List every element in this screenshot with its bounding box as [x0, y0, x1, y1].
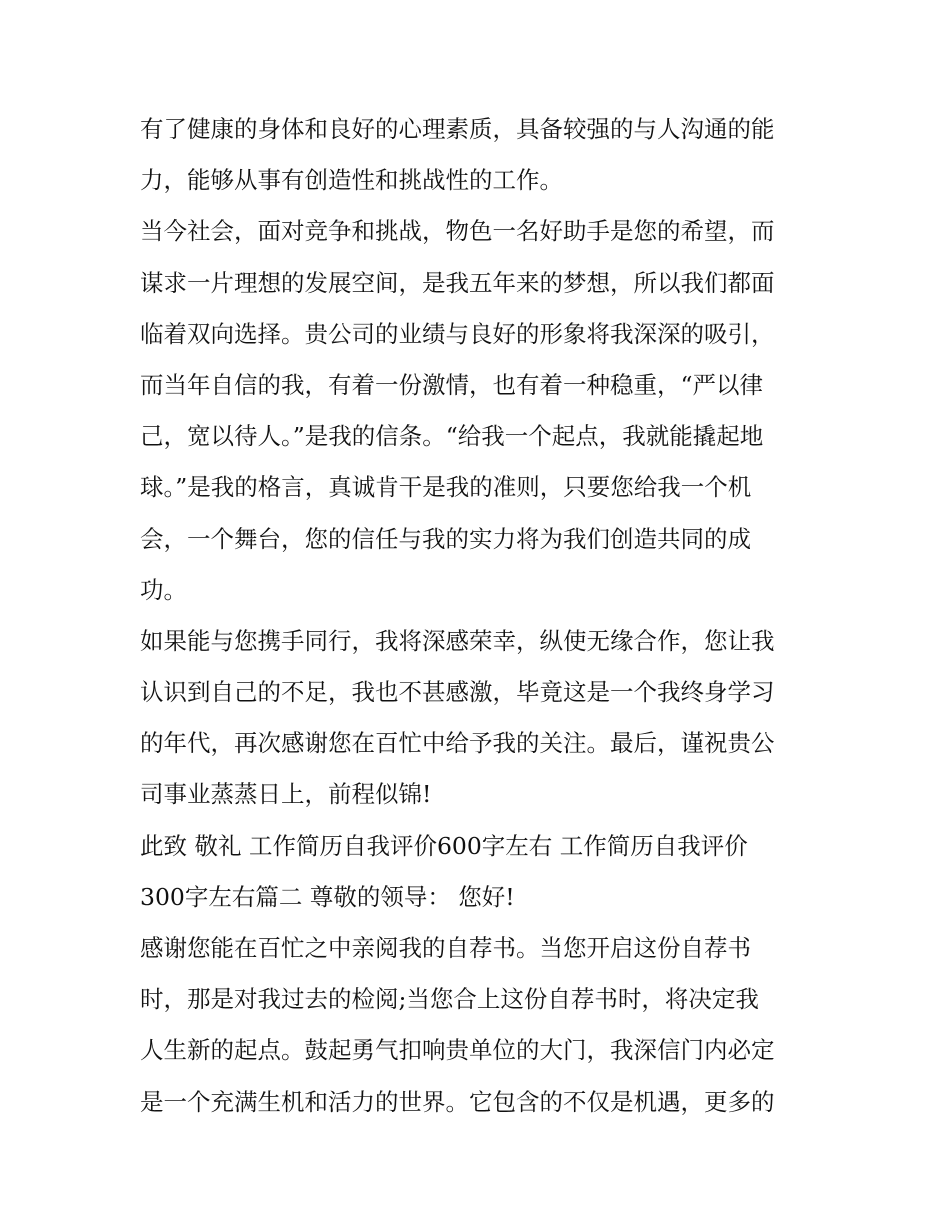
text-line: 有了健康的身体和良好的心理素质，具备较强的与人沟通的能 [140, 115, 775, 143]
text-line: 功。 [140, 575, 187, 604]
text-line: 力，能够从事有创造性和挑战性的工作。 [140, 166, 563, 195]
text-line: 会，一个舞台，您的信任与我的实力将为我们创造共同的成 [140, 524, 751, 553]
text-line: 的年代，再次感谢您在百忙中给予我的关注。最后，谨祝贵公 [140, 729, 775, 758]
text-line: 当今社会，面对竞争和挑战，物色一名好助手是您的希望，而 [140, 217, 775, 246]
text-line: 谋求一片理想的发展空间，是我五年来的梦想，所以我们都面 [140, 268, 775, 297]
text-line: 此致 敬礼 工作简历自我评价600字左右 工作简历自我评价 [140, 831, 748, 860]
text-line: 300字左右篇二 尊敬的领导： 您好! [140, 882, 515, 911]
text-line: 人生新的起点。鼓起勇气扣响贵单位的大门，我深信门内必定 [140, 1036, 775, 1065]
text-line: 时，那是对我过去的检阅;当您合上这份自荐书时，将决定我 [140, 985, 759, 1014]
text-line: 己，宽以待人。”是我的信条。“给我一个起点，我就能撬起地 [140, 422, 764, 451]
text-line: 是一个充满生机和活力的世界。它包含的不仅是机遇，更多的 [140, 1087, 775, 1116]
text-line: 认识到自己的不足，我也不甚感激，毕竟这是一个我终身学习 [140, 678, 775, 707]
text-line: 如果能与您携手同行，我将深感荣幸，纵使无缘合作，您让我 [140, 626, 775, 655]
text-line: 感谢您能在百忙之中亲阅我的自荐书。当您开启这份自荐书 [140, 934, 751, 962]
body-text [140, 104, 820, 1128]
text-line: 而当年自信的我，有着一份激情，也有着一种稳重，“严以律 [140, 370, 764, 399]
text-line: 临着双向选择。贵公司的业绩与良好的形象将我深深的吸引， [140, 319, 775, 348]
text-line: 球。”是我的格言，真诚肯干是我的准则，只要您给我一个机 [140, 473, 752, 502]
text-line: 司事业蒸蒸日上，前程似锦! [140, 780, 432, 809]
